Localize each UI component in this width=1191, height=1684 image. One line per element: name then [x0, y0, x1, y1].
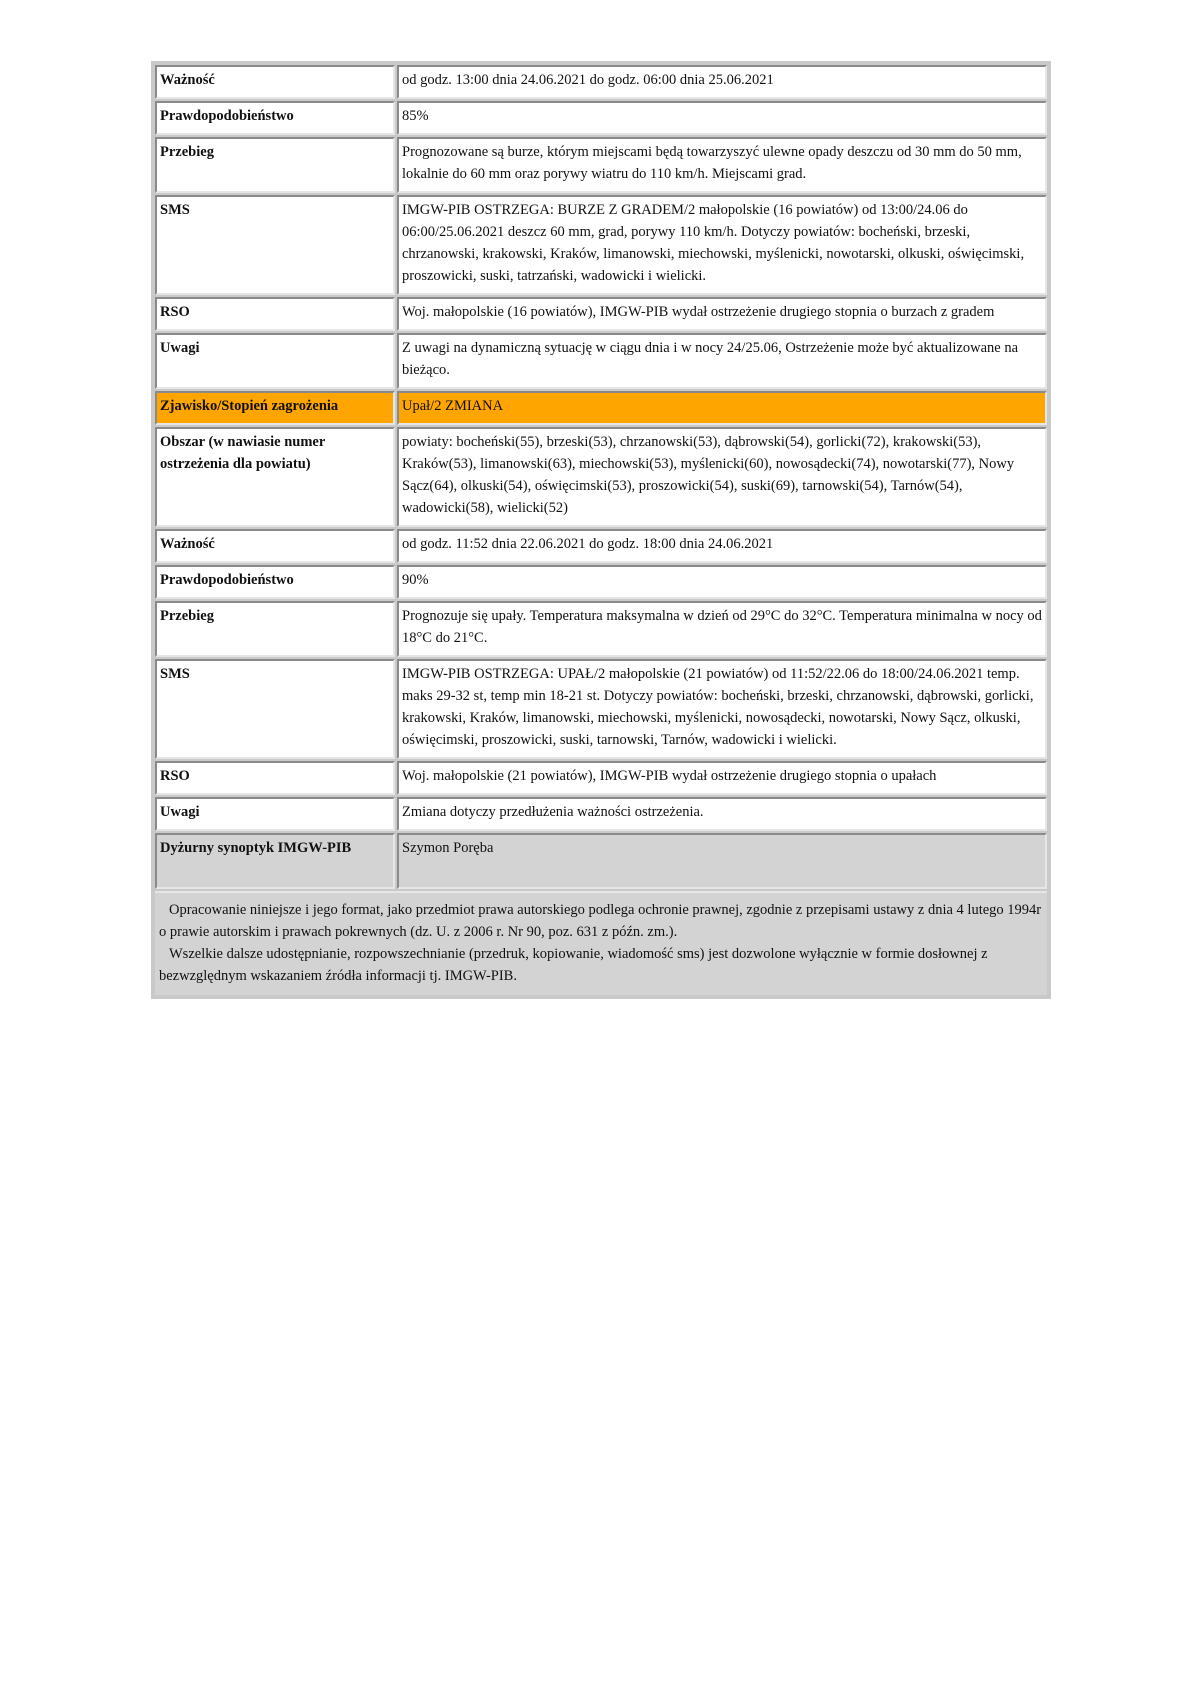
row-value: IMGW-PIB OSTRZEGA: BURZE Z GRADEM/2 małopolskie (16 powiatów) od 13:00/24.06 do 06:00/25.06.2021 deszcz 60 mm, grad, porywy 110 km/h. Dotyczy powiatów: bocheński, brzeski, chrzanowski, krakowski, Kraków, limanowski, miechowski, myślenicki, nowotarski, olkuski, oświęcimski, proszowicki, suski, tatrzański, wadowicki i wielicki.: [397, 195, 1047, 295]
row-value: Zmiana dotyczy przedłużenia ważności ostrzeżenia.: [397, 797, 1047, 831]
row-label: Zjawisko/Stopień zagrożenia: [155, 391, 395, 425]
table-row: [155, 659, 1047, 759]
row-label: Obszar (w nawiasie numer ostrzeżenia dla powiatu): [155, 427, 395, 527]
sharing-notice: Wszelkie dalsze udostępnianie, rozpowszechnianie (przedruk, kopiowanie, wiadomość sms) jest dozwolone wyłącznie w formie dosłownej z bezwzględnym wskazaniem źródła informacji tj. IMGW-PIB.: [159, 946, 988, 984]
copyright-footer: [155, 891, 1047, 995]
row-value: IMGW-PIB OSTRZEGA: UPAŁ/2 małopolskie (21 powiatów) od 11:52/22.06 do 18:00/24.06.2021 temp. maks 29-32 st, temp min 18-21 st. Dotyczy powiatów: bocheński, brzeski, chrzanowski, dąbrowski, gorlicki, krakowski, Kraków, limanowski, miechowski, myślenicki, nowosądecki, nowotarski, Nowy Sącz, olkuski, oświęcimski, proszowicki, suski, tarnowski, Tarnów, wadowicki i wielicki.: [397, 659, 1047, 759]
row-value: od godz. 11:52 dnia 22.06.2021 do godz. 18:00 dnia 24.06.2021: [397, 529, 1047, 563]
row-value: Szymon Poręba: [397, 833, 1047, 889]
row-label: Dyżurny synoptyk IMGW-PIB: [155, 833, 395, 889]
warning-table: [153, 63, 1049, 891]
row-value: Z uwagi na dynamiczną sytuację w ciągu dnia i w nocy 24/25.06, Ostrzeżenie może być aktualizowane na bieżąco.: [397, 333, 1047, 389]
row-value: Upał/2 ZMIANA: [397, 391, 1047, 425]
row-value: Woj. małopolskie (21 powiatów), IMGW-PIB wydał ostrzeżenie drugiego stopnia o upałach: [397, 761, 1047, 795]
hazard-header-row: [155, 391, 1047, 425]
table-row: [155, 297, 1047, 331]
row-value: 90%: [397, 565, 1047, 599]
row-value: powiaty: bocheński(55), brzeski(53), chrzanowski(53), dąbrowski(54), gorlicki(72), krakowski(53), Kraków(53), limanowski(63), miechowski(53), myślenicki(60), nowosądecki(74), nowotarski(77), Nowy Sącz(64), olkuski(54), oświęcimski(53), proszowicki(54), suski(69), tarnowski(54), Tarnów(54), wadowicki(58), wielicki(52): [397, 427, 1047, 527]
row-label: Prawdopodobieństwo: [155, 101, 395, 135]
table-row: [155, 797, 1047, 831]
row-value: Prognozuje się upały. Temperatura maksymalna w dzień od 29°C do 32°C. Temperatura minimalna w nocy od 18°C do 21°C.: [397, 601, 1047, 657]
table-row: [155, 565, 1047, 599]
table-row: [155, 195, 1047, 295]
row-value: od godz. 13:00 dnia 24.06.2021 do godz. 06:00 dnia 25.06.2021: [397, 65, 1047, 99]
table-row: [155, 529, 1047, 563]
row-label: Przebieg: [155, 601, 395, 657]
row-label: SMS: [155, 195, 395, 295]
row-label: Przebieg: [155, 137, 395, 193]
table-row: [155, 101, 1047, 135]
row-label: Ważność: [155, 529, 395, 563]
table-row: [155, 137, 1047, 193]
row-value: Prognozowane są burze, którym miejscami będą towarzyszyć ulewne opady deszczu od 30 mm do 50 mm, lokalnie do 60 mm oraz porywy wiatru do 110 km/h. Miejscami grad.: [397, 137, 1047, 193]
warning-document: [151, 61, 1051, 999]
row-label: RSO: [155, 297, 395, 331]
row-label: SMS: [155, 659, 395, 759]
duty-forecaster-row: [155, 833, 1047, 889]
table-row: [155, 65, 1047, 99]
row-label: Prawdopodobieństwo: [155, 565, 395, 599]
row-label: Uwagi: [155, 333, 395, 389]
row-value: Woj. małopolskie (16 powiatów), IMGW-PIB wydał ostrzeżenie drugiego stopnia o burzach z gradem: [397, 297, 1047, 331]
row-value: 85%: [397, 101, 1047, 135]
row-label: Ważność: [155, 65, 395, 99]
table-row: [155, 761, 1047, 795]
table-row: [155, 333, 1047, 389]
row-label: RSO: [155, 761, 395, 795]
table-row: [155, 427, 1047, 527]
row-label: Uwagi: [155, 797, 395, 831]
copyright-notice: Opracowanie niniejsze i jego format, jako przedmiot prawa autorskiego podlega ochronie prawnej, zgodnie z przepisami ustawy z dnia 4 lutego 1994r o prawie autorskim i prawach pokrewnych (dz. U. z 2006 r. Nr 90, poz. 631 z późn. zm.).: [159, 902, 1042, 940]
table-row: [155, 601, 1047, 657]
